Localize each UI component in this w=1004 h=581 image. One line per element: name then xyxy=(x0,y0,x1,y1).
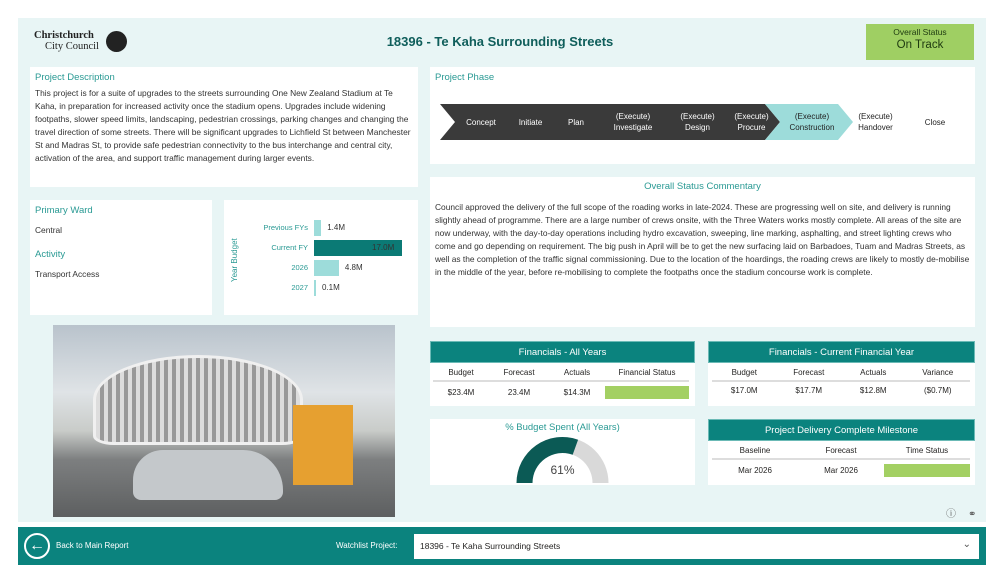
bar-label: 2027 xyxy=(291,283,308,292)
fin-current-header: Financials - Current Financial Year xyxy=(708,341,975,363)
activity-title: Activity xyxy=(35,249,66,260)
phase-step-prefix: (Execute) xyxy=(734,112,769,121)
phase-step-prefix: (Execute) xyxy=(615,112,651,121)
phase-title: Project Phase xyxy=(435,72,495,83)
fin-all-actuals: $14.3M xyxy=(563,388,591,397)
council-logo xyxy=(34,30,99,52)
stadium-photo xyxy=(53,325,395,517)
fin-cur-col[interactable]: Variance xyxy=(906,363,971,381)
phase-step xyxy=(455,104,507,140)
phase-step-label: Construction xyxy=(789,123,835,132)
financial-status-indicator xyxy=(605,386,689,399)
help-icon[interactable]: ⓘ xyxy=(946,509,956,520)
status-label: Overall Status xyxy=(893,27,947,37)
phase-step-prefix: (Execute) xyxy=(680,112,715,121)
milestone-col[interactable]: Forecast xyxy=(798,441,884,459)
logo-line1: Christchurch xyxy=(34,30,94,41)
phase-step xyxy=(507,104,554,140)
phase-step xyxy=(905,104,965,140)
bar-value: 1.4M xyxy=(327,223,346,232)
gauge-value: 61% xyxy=(550,463,575,477)
commentary-text: Council approved the delivery of the full scope of the roading works in late-2024. These are progressing well on site, and delivery is running slightly ahead of programme. There are a large number of crews onsite, with the Three Waters works mostly complete. All areas of the site are now underway, with the day-to-day operations including hydro excavation, sweeping, line marking, asphalting, and street lighting crews who come and go depending on requirement. The big push in April will be to get the new surfacing laid on Barbadoes, Tuam and Madras Streets, as well as the completion of the traffic signal commissioning. Due to the location of the hoardings, the roading crews are likely to mostly de-mobilise in the middle of the year, before re-mobilising to complete the footpaths once the stadium concourse work is complete. xyxy=(435,202,970,277)
bar-label: Previous FYs xyxy=(263,223,308,232)
milestone-card xyxy=(708,419,975,485)
watchlist-value: 18396 - Te Kaha Surrounding Streets xyxy=(420,541,561,551)
watchlist-label: Watchlist Project: xyxy=(336,541,398,550)
phase-step-label: Close xyxy=(924,117,946,127)
fin-all-col[interactable]: Financial Status xyxy=(605,363,689,381)
phase-step-label: Design xyxy=(685,123,710,132)
fin-cur-col[interactable]: Actuals xyxy=(841,363,906,381)
watchlist-project-dropdown[interactable] xyxy=(414,534,979,559)
phase-step xyxy=(725,104,778,140)
milestone-col[interactable]: Time Status xyxy=(884,441,970,459)
ward-card xyxy=(30,200,212,315)
budget-bar[interactable] xyxy=(314,220,321,236)
fin-all-col[interactable]: Forecast xyxy=(489,363,549,381)
ward-title: Primary Ward xyxy=(35,205,93,216)
construction-equipment xyxy=(293,405,353,485)
link-icon[interactable]: ⚭ xyxy=(968,509,977,520)
fin-cur-forecast: $17.7M xyxy=(795,386,823,395)
year-budget-chart xyxy=(224,200,418,315)
phase-step-label: Investigate xyxy=(613,123,653,132)
bar-label: Current FY xyxy=(271,243,308,252)
logo-icon xyxy=(106,31,127,52)
fin-all-col[interactable]: Budget xyxy=(433,363,489,381)
commentary-title: Overall Status Commentary xyxy=(644,181,761,192)
budget-spent-gauge-card xyxy=(430,419,695,485)
fin-cur-col[interactable]: Forecast xyxy=(777,363,842,381)
stadium-structure xyxy=(93,355,303,445)
phase-step-label: Handover xyxy=(858,123,893,132)
year-budget-axis-label: Year Budget xyxy=(230,238,239,282)
back-to-main-report-button[interactable]: Back to Main Report xyxy=(56,541,129,550)
overall-status-badge xyxy=(866,24,974,60)
phase-step xyxy=(554,104,598,140)
phase-step xyxy=(598,104,668,140)
milestone-col[interactable]: Baseline xyxy=(712,441,798,459)
back-arrow-icon[interactable]: ← xyxy=(24,533,50,559)
activity-value: Transport Access xyxy=(35,269,100,279)
phase-step xyxy=(778,104,846,140)
financials-current-year xyxy=(708,341,975,406)
car-image xyxy=(133,450,283,500)
budget-bar[interactable] xyxy=(314,260,339,276)
budget-gauge xyxy=(515,435,610,485)
phase-step-prefix: (Execute) xyxy=(858,112,893,121)
status-value: On Track xyxy=(896,39,944,51)
phase-step-prefix: (Execute) xyxy=(794,112,830,121)
description-title: Project Description xyxy=(35,72,115,83)
phase-step xyxy=(670,104,725,140)
fin-all-col[interactable]: Actuals xyxy=(549,363,605,381)
fin-cur-variance: ($0.7M) xyxy=(923,386,952,395)
description-text: This project is for a suite of upgrades to the streets surrounding One New Zealand Stadium at Te Kaha, in preparation for increased activity once the stadium opens. Upgrades include widening footpaths, slower speed limits, landscaping, pedestrian crossings, parking changes and changing the travel direction of some streets. There will be significant upgrades to Lichfield St between Manchester St and Madras St, to provide safe pedestrian connectivity to the bus interchange and central city, activation of the area, and support traffic management during larger events. xyxy=(35,88,411,163)
phase-step-label: Procure xyxy=(737,123,766,132)
footer-bar xyxy=(18,527,986,565)
fin-cur-col[interactable]: Budget xyxy=(712,363,777,381)
milestone-forecast: Mar 2026 xyxy=(824,466,858,475)
bar-value: 0.1M xyxy=(322,283,340,292)
phase-step-label: Concept xyxy=(466,117,496,127)
commentary-card xyxy=(430,177,975,327)
ward-value: Central xyxy=(35,225,62,235)
bar-value: 17.0M xyxy=(372,243,395,252)
project-description-card xyxy=(30,67,418,187)
phase-step-label: Plan xyxy=(567,117,584,127)
milestone-baseline: Mar 2026 xyxy=(738,466,772,475)
fin-all-forecast: 23.4M xyxy=(507,388,531,397)
fin-cur-actuals: $12.8M xyxy=(859,386,887,395)
financials-all-years xyxy=(430,341,695,406)
page-title: 18396 - Te Kaha Surrounding Streets xyxy=(386,34,614,49)
bar-value: 4.8M xyxy=(344,263,363,272)
logo-line2: City Council xyxy=(45,41,99,52)
chevron-down-icon: ⌄ xyxy=(962,539,971,550)
fin-cur-budget: $17.0M xyxy=(730,386,758,395)
fin-all-budget: $23.4M xyxy=(447,388,475,397)
fin-all-header: Financials - All Years xyxy=(430,341,695,363)
gauge-title: % Budget Spent (All Years) xyxy=(505,422,620,433)
budget-bar[interactable] xyxy=(314,280,316,296)
milestone-header: Project Delivery Complete Milestone xyxy=(708,419,975,441)
phase-step xyxy=(846,104,905,140)
bar-label: 2026 xyxy=(291,263,308,272)
phase-step-label: Initiate xyxy=(518,117,543,127)
time-status-indicator xyxy=(884,464,970,477)
